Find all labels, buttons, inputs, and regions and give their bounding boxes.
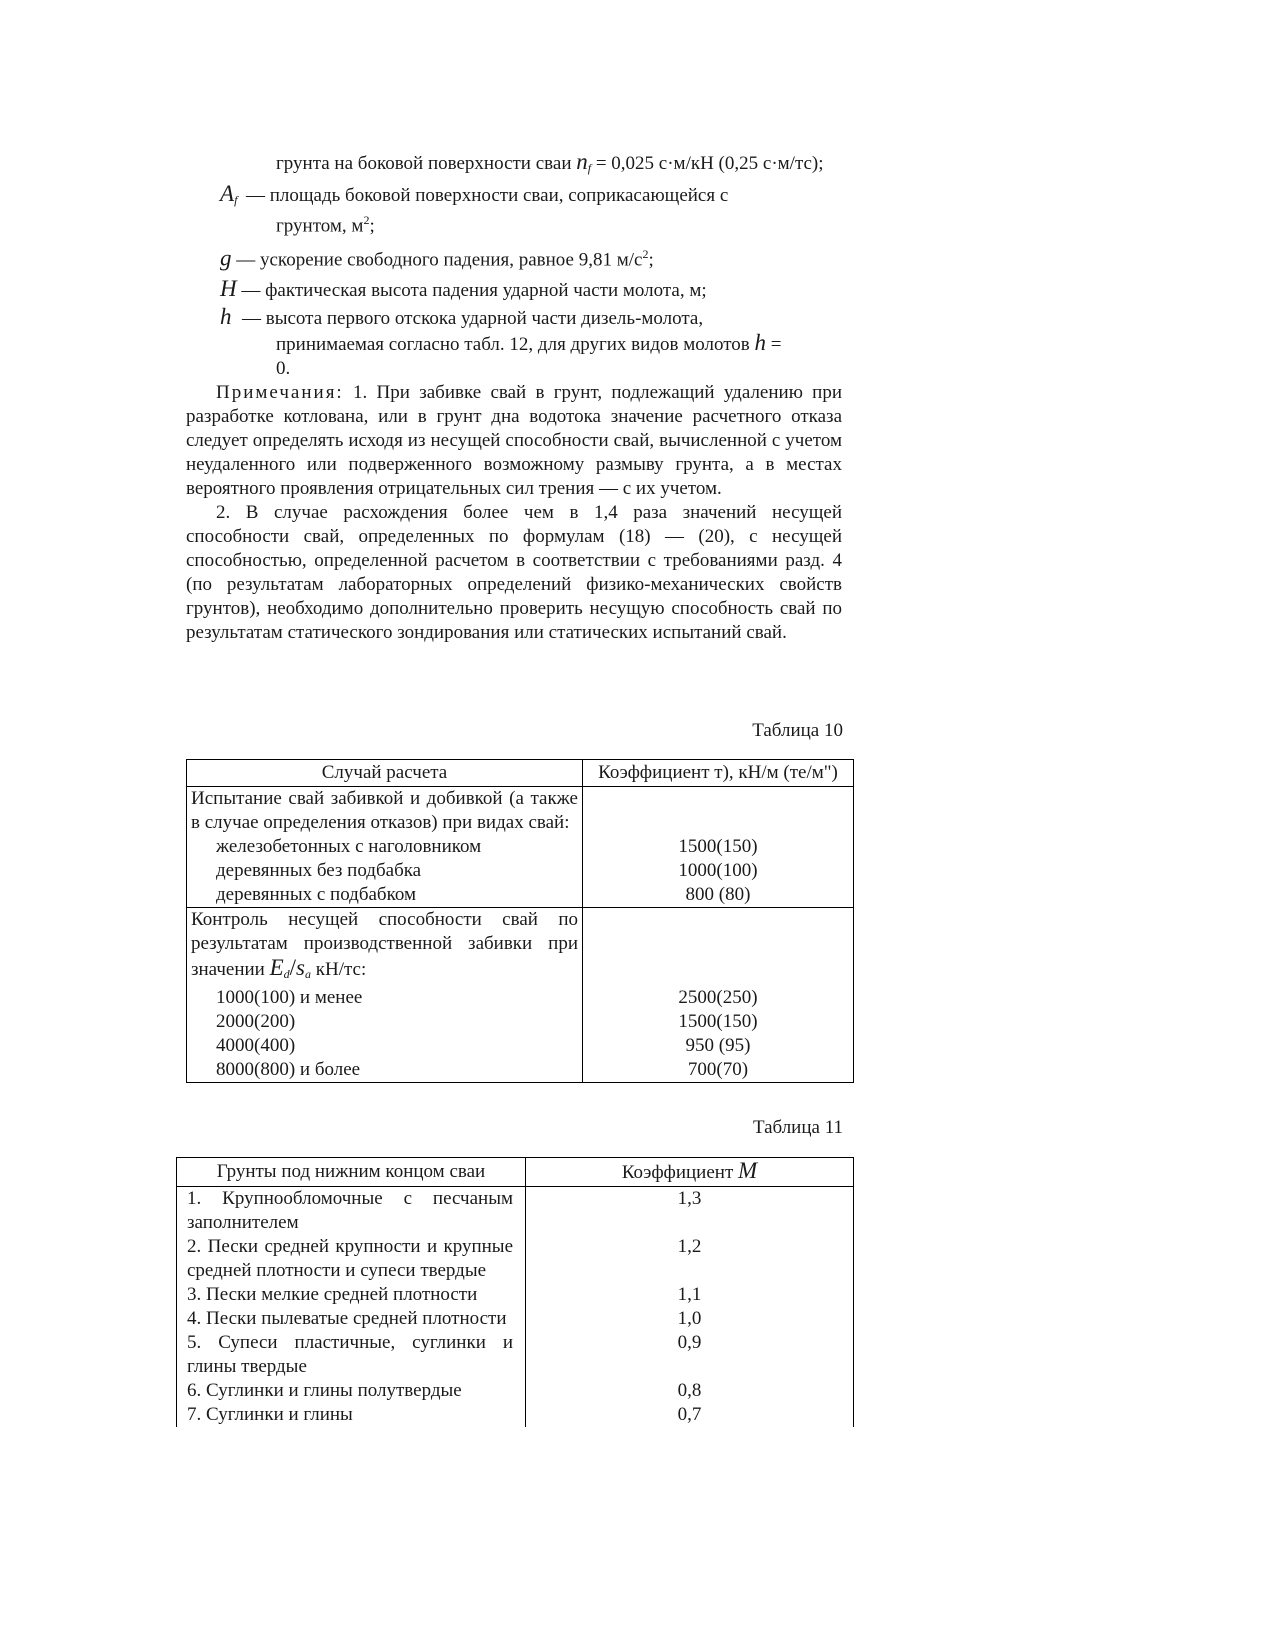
af-text: — площадь боковой поверхности сваи, соприкасающейся с [246, 185, 729, 206]
table11-header [177, 1158, 854, 1187]
g-symbol: g [220, 245, 232, 271]
table11-row-value: 0,9 [526, 1331, 854, 1379]
table-row [187, 883, 854, 908]
g-sup: 2 [642, 247, 649, 262]
table-row [177, 1307, 854, 1331]
table11-row-value: 0,8 [526, 1379, 854, 1403]
table10-header-coef: Коэффициент т), кН/м (те/м") [583, 760, 854, 787]
note-2-text: 2. В случае расхождения более чем в 1,4 раза значений несущей способности свай, определенных по формулам (18) — (20), с несущей способностью, определенной расчетом в соответствии с требованиями разд. 4 (по результатам лабораторных определений физико-механических свойств грунтов), необходимо дополнительно проверить несущую способность свай по результатам статического зондирования или статических испытаний свай. [186, 501, 842, 643]
table10-row-value: 700(70) [583, 1058, 854, 1083]
definition-g [186, 242, 842, 272]
h-eq: = [770, 333, 782, 355]
note-1-text: 1. При забивке свай в грунт, подлежащий удалению при разработке котлована, или в грунт дна водотока значение расчетного отказа следует определять исходя из несущей способности свай, вычисленной с учетом неудаленного или подверженного возможному размыву грунта, а в местах вероятного проявления отрицательных сил трения — с их учетом. [186, 381, 843, 499]
table10-header [187, 760, 854, 787]
table11-row-value: 0,7 [526, 1403, 854, 1427]
table-row [187, 1058, 854, 1083]
nf-text-2: с·м/тс); [762, 153, 824, 174]
af-symbol: $A_f$ [220, 181, 238, 207]
h-symbol: h [220, 303, 232, 329]
note-2 [186, 501, 842, 645]
table-row [187, 1034, 854, 1058]
table11-row-label: 3. Пески мелкие средней плотности [177, 1283, 526, 1307]
definition-H [186, 277, 842, 303]
af-text-2: грунтом, м [276, 215, 364, 237]
table10-row-label: 2000(200) [187, 1010, 583, 1034]
table11-row-label: 5. Супеси пластичные, суглинки и глины твердые [177, 1331, 526, 1379]
g-tail: ; [648, 249, 654, 271]
table11-caption: Таблица 11 [752, 1117, 843, 1138]
table10-row-value: 1500(150) [583, 1010, 854, 1034]
table10-caption: Таблица 10 [752, 720, 843, 741]
table11-row-label: 2. Пески средней крупности и крупные средней плотности и супеси твердые [177, 1235, 526, 1283]
nf-text-tail: = 0,025 с·м/кН (0,25 [595, 153, 759, 174]
table10-group2-title: Контроль несущей способности свай по результатам производственной забивки при значении $E_d/s_a$ кН/тс: [187, 908, 583, 987]
table10-group1-empty [583, 787, 854, 836]
af-sup: 2 [363, 213, 370, 227]
table10-row-label: деревянных с подбабком [187, 883, 583, 908]
definition-nf [276, 150, 842, 180]
table11-row-value: 1,2 [526, 1235, 854, 1283]
h-symbol-2: h [754, 329, 766, 355]
h-text: — высота первого отскока ударной части дизель-молота, [242, 307, 704, 329]
table10-row-value: 950 (95) [583, 1034, 854, 1058]
table10-row-label: железобетонных с наголовником [187, 835, 583, 859]
table-row [187, 1010, 854, 1034]
table10-row-label: деревянных без подбабка [187, 859, 583, 883]
table10-row-value: 800 (80) [583, 883, 854, 908]
table10-row-value: 2500(250) [583, 986, 854, 1010]
table11-row-label: 7. Суглинки и глины [177, 1403, 526, 1427]
table-row [177, 1379, 854, 1403]
table-row [187, 835, 854, 859]
table11-row-value: 1,0 [526, 1307, 854, 1331]
h-text-2: принимаемая согласно табл. 12, для других видов молотов [276, 333, 750, 355]
table10-row-label: 4000(400) [187, 1034, 583, 1058]
table10-row-label: 8000(800) и более [187, 1058, 583, 1083]
table10-row-value: 1500(150) [583, 835, 854, 859]
table-row [177, 1403, 854, 1427]
nf-text: грунта на боковой поверхности сваи [276, 153, 572, 174]
table-row [187, 859, 854, 883]
table11-row-value: 1,3 [526, 1187, 854, 1236]
table10-row-value: 1000(100) [583, 859, 854, 883]
h-zero: 0. [276, 357, 291, 379]
table11-header-soil: Грунты под нижним концом сваи [177, 1158, 526, 1187]
table11-row-label: 6. Суглинки и глины полутвердые [177, 1379, 526, 1403]
table-row [177, 1235, 854, 1283]
table11-header-coef: Коэффициент M [526, 1158, 854, 1187]
table-10 [186, 759, 854, 1083]
g-text: — ускорение свободного падения, равное 9,81 м/с [236, 249, 643, 271]
table11-row-label: 4. Пески пылеватые средней плотности [177, 1307, 526, 1331]
H-symbol: H [220, 275, 237, 301]
table11-row-value: 1,1 [526, 1283, 854, 1307]
document-body [186, 150, 842, 645]
nf-symbol: $n_f$ [576, 149, 592, 175]
definition-af [186, 181, 842, 238]
table-row [177, 1283, 854, 1307]
table-row [187, 986, 854, 1010]
table10-group2 [187, 908, 854, 987]
table10-group1-title: Испытание свай забивкой и добивкой (а также в случае определения отказов) при видах свай: [187, 787, 583, 836]
table10-group1 [187, 787, 854, 836]
definition-h [186, 303, 842, 381]
H-text: — фактическая высота падения ударной части молота, м; [241, 279, 707, 301]
table-row [177, 1331, 854, 1379]
table-row [177, 1187, 854, 1236]
notes-label: Примечания: [216, 381, 344, 403]
table10-row-label: 1000(100) и менее [187, 986, 583, 1010]
note-1 [186, 381, 842, 501]
af-tail: ; [369, 215, 375, 237]
table10-header-case: Случай расчета [187, 760, 583, 787]
table-11 [176, 1157, 854, 1427]
table10-group2-empty [583, 908, 854, 987]
table11-row-label: 1. Крупнообломочные с песчаным заполнителем [177, 1187, 526, 1236]
